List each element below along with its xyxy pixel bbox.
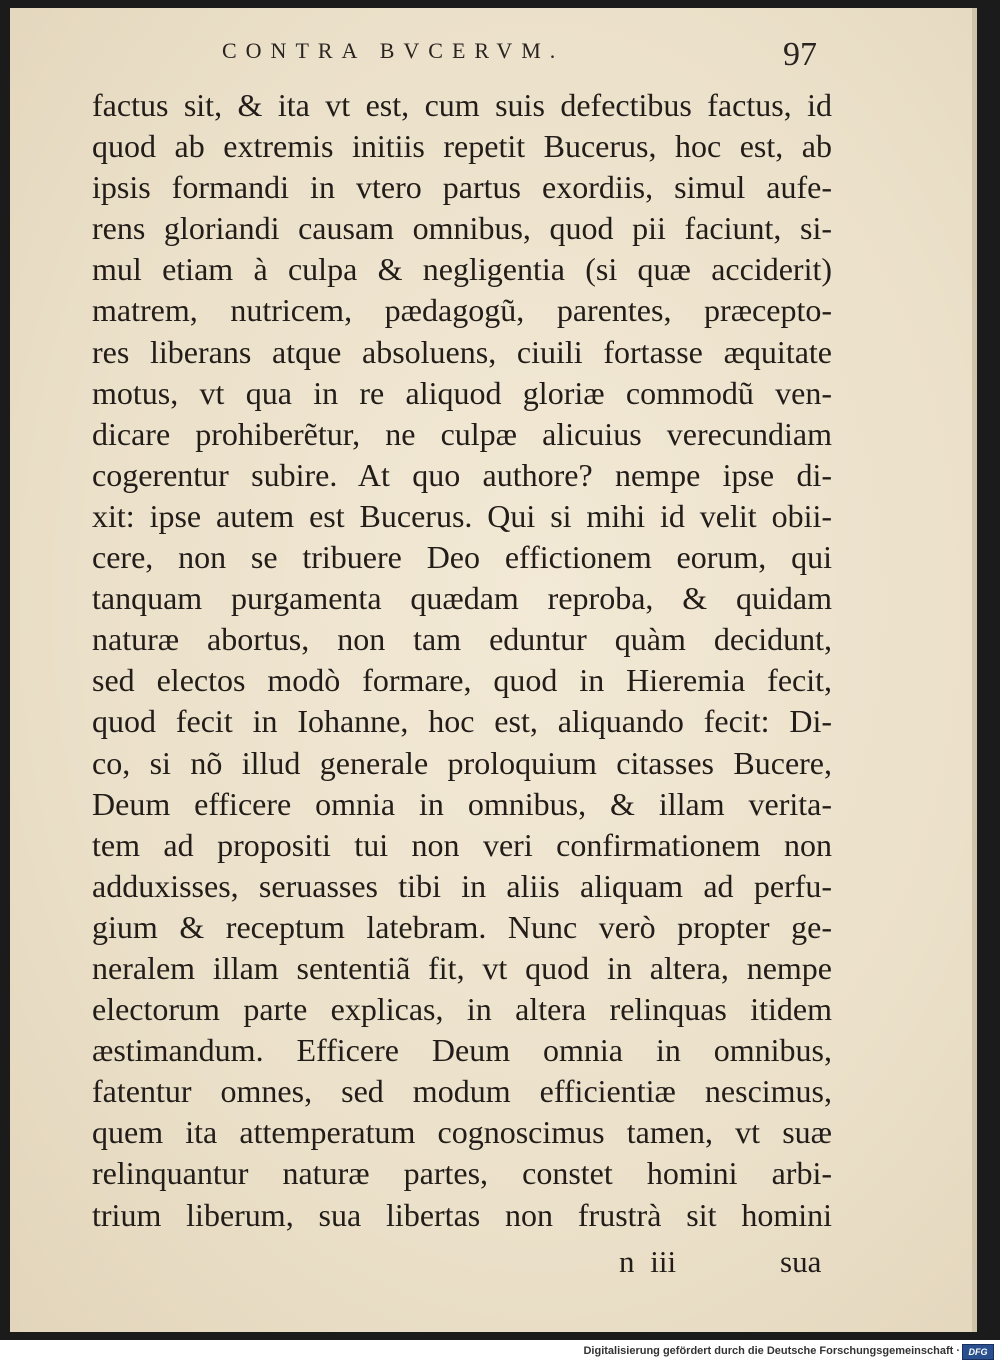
text-line: tanquam purgamenta quædam reproba, & quidam [92,580,832,617]
text-line: dicare prohiberẽtur, ne culpæ alicuius verecundiam [92,415,832,452]
text-line: fatentur omnes, sed modum efficientiæ nescimus, [92,1073,832,1110]
text-line: xit: ipse autem est Bucerus. Qui si mihi id velit obii- [92,497,832,534]
text-line: electorum parte explicas, in altera relinquas itidem [92,991,832,1028]
digitization-credit: Digitalisierung gefördert durch die Deutsche Forschungsgemeinschaft · [583,1345,960,1357]
text-line: naturæ abortus, non tam eduntur quàm decidunt, [92,621,832,658]
text-line: matrem, nutricem, pædagogũ, parentes, præcepto- [92,292,832,329]
text-line: adduxisses, seruasses tibi in aliis aliquam ad perfu- [92,867,832,904]
text-line: motus, vt qua in re aliquod gloriæ commodũ ven- [92,374,832,411]
text-line: quem ita attemperatum cognoscimus tamen, vt suæ [92,1114,832,1151]
text-line: trium liberum, sua libertas non frustrà sit homini [92,1196,832,1233]
text-line: co, si nõ illud generale proloquium citasses Bucere, [92,744,832,781]
text-line: Deum efficere omnia in omnibus, & illam verita- [92,785,832,822]
text-line: tem ad propositi tui non veri confirmationem non [92,826,832,863]
text-line: æstimandum. Efficere Deum omnia in omnibus, [92,1032,832,1069]
running-head: CONTRA BVCERVM. [222,38,565,63]
text-line: neralem illam sententiã fit, vt quod in altera, nempe [92,949,832,986]
page-edge [972,8,977,1332]
text-line: rens gloriandi causam omnibus, quod pii faciunt, si- [92,210,832,247]
text-line: cere, non se tribuere Deo effictionem eorum, qui [92,539,832,576]
text-line: relinquantur naturæ partes, constet homini arbi- [92,1155,832,1192]
text-line: cogerentur subire. At quo authore? nempe ipse di- [92,456,832,493]
text-line: res liberans atque absoluens, ciuili fortasse æquitate [92,333,832,370]
signature-mark: n iii [619,1244,677,1279]
body-text [92,85,832,1236]
text-line: factus sit, & ita vt est, cum suis defectibus factus, id [92,87,832,123]
text-line: ipsis formandi in vtero partus exordiis, simul aufe- [92,169,832,206]
page-number: 97 [783,36,817,73]
text-line: quod fecit in Iohanne, hoc est, aliquando fecit: Di- [92,703,832,740]
catchword: sua [780,1244,822,1279]
text-line: gium & receptum latebram. Nunc verò propter ge- [92,908,832,945]
dfg-logo: DFG [962,1344,994,1360]
text-line: quod ab extremis initiis repetit Bucerus, hoc est, ab [92,128,832,165]
text-line: sed electos modò formare, quod in Hieremia fecit, [92,662,832,699]
text-line: mul etiam à culpa & negligentia (si quæ acciderit) [92,251,832,288]
